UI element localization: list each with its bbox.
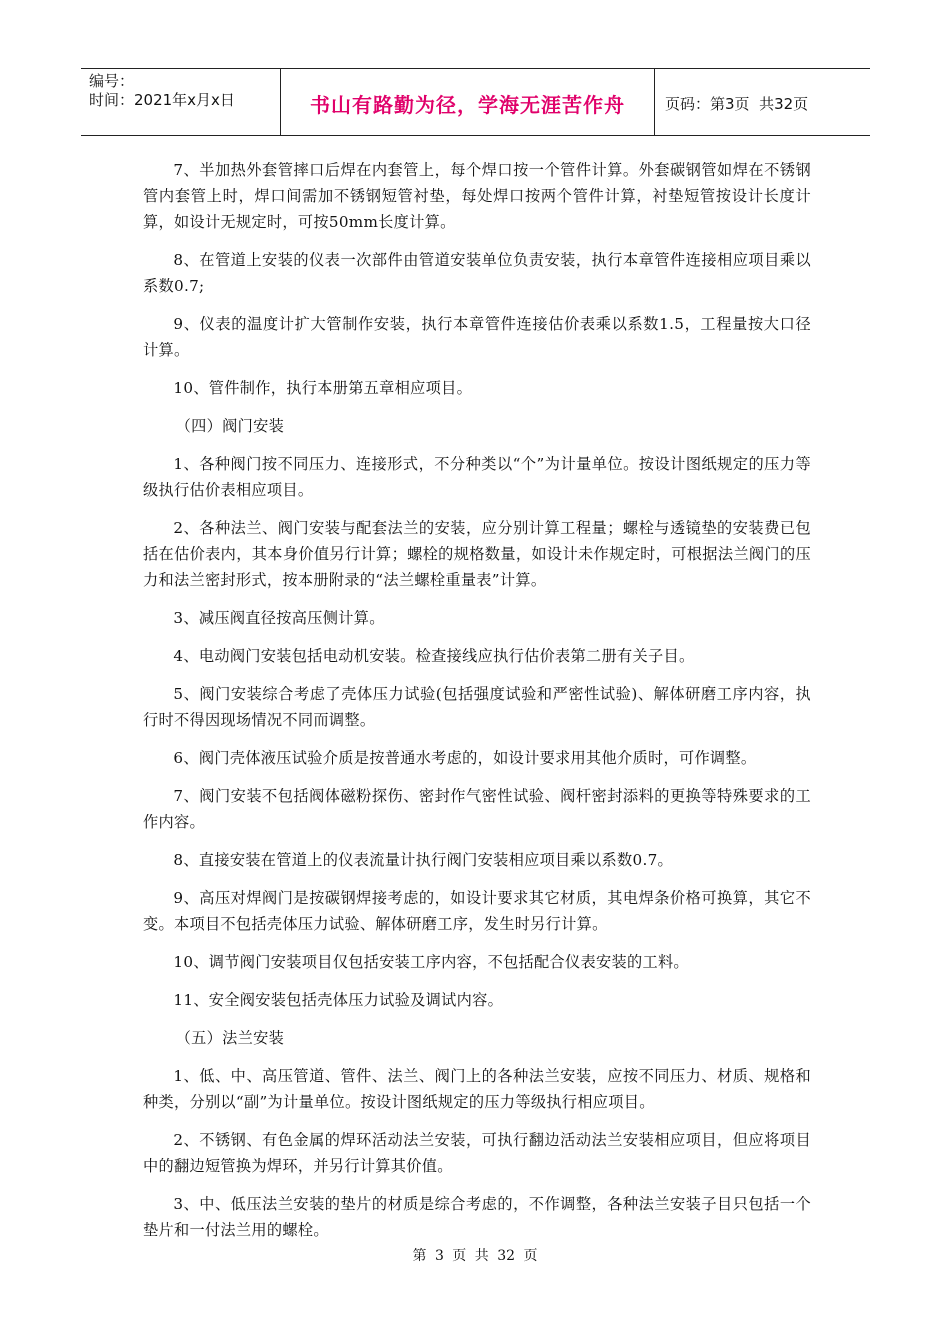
paragraph: 11、安全阀安装包括壳体压力试验及调试内容。 xyxy=(173,991,504,1009)
header-meta xyxy=(81,69,281,135)
page-header xyxy=(81,68,870,136)
paragraph: 6、阀门壳体液压试验介质是按普通水考虑的，如设计要求用其他介质时，可作调整。 xyxy=(173,749,757,767)
document-time-label: 时间：2021年x月x日 xyxy=(89,91,235,109)
paragraph: 3、中、低压法兰安装的垫片的材质是综合考虑的，不作调整，各种法兰安装子目只包括一个垫片和一付法兰用的螺栓。 xyxy=(143,1195,811,1239)
header-motto-cell xyxy=(281,69,655,135)
paragraph: 2、各种法兰、阀门安装与配套法兰的安装，应分别计算工程量；螺栓与透镜垫的安装费已包括在估价表内，其本身价值另行计算；螺栓的规格数量，如设计未作规定时，可根据法兰阀门的压力和法兰密封形式，按本册附录的“法兰螺栓重量表”计算。 xyxy=(143,519,811,589)
paragraph: 9、仪表的温度计扩大管制作安装，执行本章管件连接估价表乘以系数1.5，工程量按大口径计算。 xyxy=(143,315,811,359)
paragraph: 3、减压阀直径按高压侧计算。 xyxy=(173,609,385,627)
document-body xyxy=(143,157,811,1255)
paragraph: 1、低、中、高压管道、管件、法兰、阀门上的各种法兰安装，应按不同压力、材质、规格和种类，分别以“副”为计量单位。按设计图纸规定的压力等级执行相应项目。 xyxy=(143,1067,811,1111)
page-footer: 第 3 页 共 32 页 xyxy=(412,1248,538,1264)
paragraph: 7、阀门安装不包括阀体磁粉探伤、密封作气密性试验、阀杆密封添料的更换等特殊要求的工作内容。 xyxy=(143,787,811,831)
header-page-label: 页码：第3页 共32页 xyxy=(665,94,809,113)
document-number-label: 编号： xyxy=(89,72,135,90)
header-motto: 书山有路勤为径，学海无涯苦作舟 xyxy=(310,92,625,117)
paragraph: 9、高压对焊阀门是按碳钢焊接考虑的，如设计要求其它材质，其电焊条价格可换算，其它不变。本项目不包括壳体压力试验、解体研磨工序，发生时另行计算。 xyxy=(143,889,811,933)
paragraph: 8、直接安装在管道上的仪表流量计执行阀门安装相应项目乘以系数0.7。 xyxy=(173,851,674,869)
paragraph: 4、电动阀门安装包括电动机安装。检查接线应执行估价表第二册有关子目。 xyxy=(173,647,695,665)
section-heading-flange-installation: （五）法兰安装 xyxy=(175,1029,285,1047)
paragraph: 10、管件制作，执行本册第五章相应项目。 xyxy=(173,379,473,397)
paragraph: 5、阀门安装综合考虑了壳体压力试验(包括强度试验和严密性试验)、解体研磨工序内容，执行时不得因现场情况不同而调整。 xyxy=(143,685,811,729)
paragraph: 10、调节阀门安装项目仅包括安装工序内容，不包括配合仪表安装的工料。 xyxy=(173,953,689,971)
paragraph: 7、半加热外套管摔口后焊在内套管上，每个焊口按一个管件计算。外套碳钢管如焊在不锈钢管内套管上时，焊口间需加不锈钢短管衬垫，每处焊口按两个管件计算，衬垫短管按设计长度计算，如设计无规定时，可按50mm长度计算。 xyxy=(143,161,811,231)
header-page-cell xyxy=(655,69,870,135)
paragraph: 8、在管道上安装的仪表一次部件由管道安装单位负责安装，执行本章管件连接相应项目乘以系数0.7; xyxy=(143,251,811,295)
section-heading-valve-installation: （四）阀门安装 xyxy=(175,417,285,435)
paragraph: 2、不锈钢、有色金属的焊环活动法兰安装，可执行翻边活动法兰安装相应项目，但应将项目中的翻边短管换为焊环，并另行计算其价值。 xyxy=(143,1131,811,1175)
paragraph: 1、各种阀门按不同压力、连接形式，不分种类以“个”为计量单位。按设计图纸规定的压力等级执行估价表相应项目。 xyxy=(143,455,811,499)
